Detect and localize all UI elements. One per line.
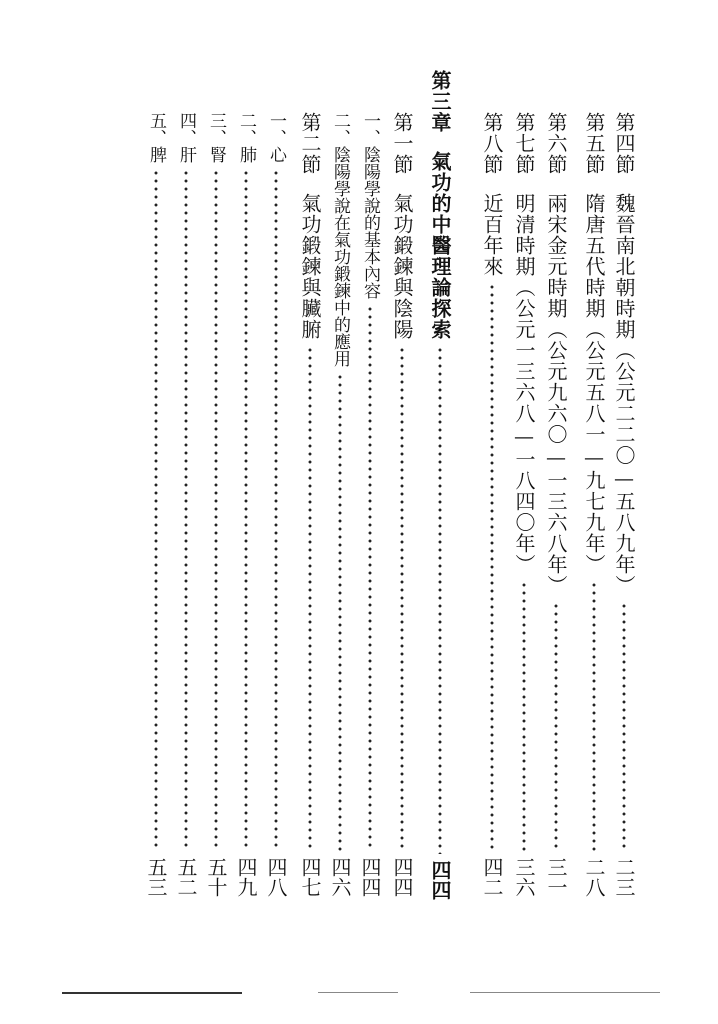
entry-page: 四六: [328, 857, 352, 897]
scan-edge-line: [62, 992, 242, 994]
scan-edge-line: [470, 992, 660, 993]
entry-label: 第二節: [298, 112, 322, 175]
dot-leader: [154, 169, 158, 851]
dot-leader: [490, 283, 494, 851]
entry-page: 四四: [390, 857, 414, 897]
toc-subentry: [262, 112, 290, 897]
entry-page: 五二: [174, 857, 198, 897]
entry-label: 二、: [330, 112, 350, 146]
toc-subentry: [356, 112, 384, 897]
entry-page: 四二: [480, 857, 504, 897]
entry-page: 五三: [144, 857, 168, 897]
entry-page: 三一: [544, 857, 568, 897]
toc-entry: [296, 112, 324, 897]
dot-leader: [184, 169, 188, 851]
chapter-title: 氣功的中醫理論探索: [428, 151, 452, 340]
dot-leader: [244, 169, 248, 851]
entry-title: 隋唐五代時期（公元五八一—九七九年）: [582, 193, 606, 575]
dot-leader: [368, 305, 372, 851]
entry-title: 肺: [236, 146, 256, 163]
toc-entry: [542, 112, 570, 897]
entry-title: 心: [266, 146, 286, 163]
dot-leader: [554, 602, 558, 851]
entry-title: 腎: [206, 146, 226, 163]
entry-title: 陰陽學說的基本內容: [360, 146, 380, 299]
entry-label: 第四節: [612, 112, 636, 175]
entry-title: 明清時期（公元一三六八—一八四〇年）: [512, 193, 536, 575]
entry-page: 四四: [358, 857, 382, 897]
entry-page: 四九: [234, 857, 258, 897]
entry-label: 三、: [206, 112, 226, 146]
toc-subentry: [232, 112, 260, 897]
entry-title: 陰陽學說在氣功鍛鍊中的應用: [330, 146, 350, 367]
dot-leader: [592, 581, 596, 851]
toc-entry: [510, 112, 538, 897]
entry-label: 二、: [236, 112, 256, 146]
entry-page: 四七: [298, 857, 322, 897]
entry-title: 近百年來: [480, 193, 504, 277]
entry-label: 第六節: [544, 112, 568, 175]
entry-page: 二三: [612, 857, 636, 897]
toc-entry: [610, 112, 638, 897]
dot-leader: [274, 169, 278, 851]
dot-leader: [522, 581, 526, 851]
entry-title: 肝: [176, 146, 196, 163]
toc-subentry: [172, 112, 200, 897]
toc-entry: [478, 112, 506, 897]
entry-title: 氣功鍛鍊與臟腑: [298, 193, 322, 340]
entry-page: 四八: [264, 857, 288, 897]
entry-title: 魏晉南北朝時期（公元二二〇—五八九年）: [612, 193, 636, 596]
dot-leader: [338, 373, 342, 851]
entry-page: 二八: [582, 857, 606, 897]
toc-subentry: [142, 112, 170, 897]
toc-subentry: [326, 112, 354, 897]
chapter-label: 第三章: [428, 70, 452, 133]
dot-leader: [622, 602, 626, 851]
entry-title: 脾: [146, 146, 166, 163]
entry-page: 四四: [428, 860, 452, 900]
entry-label: 第五節: [582, 112, 606, 175]
toc-entry: [388, 112, 416, 897]
toc-chapter-entry: [426, 70, 454, 900]
entry-page: 五十: [204, 857, 228, 897]
entry-label: 第七節: [512, 112, 536, 175]
scan-edge-line: [318, 992, 398, 993]
entry-label: 四、: [176, 112, 196, 146]
entry-title: 氣功鍛鍊與陰陽: [390, 193, 414, 340]
dot-leader: [438, 346, 442, 854]
dot-leader: [400, 346, 404, 851]
entry-label: 五、: [146, 112, 166, 146]
entry-page: 三六: [512, 857, 536, 897]
entry-label: 一、: [360, 112, 380, 146]
dot-leader: [308, 346, 312, 851]
entry-title: 兩宋金元時期（公元九六〇—一三六八年）: [544, 193, 568, 596]
entry-label: 第一節: [390, 112, 414, 175]
dot-leader: [214, 169, 218, 851]
entry-label: 第八節: [480, 112, 504, 175]
toc-entry: [580, 112, 608, 897]
entry-label: 一、: [266, 112, 286, 146]
toc-subentry: [202, 112, 230, 897]
